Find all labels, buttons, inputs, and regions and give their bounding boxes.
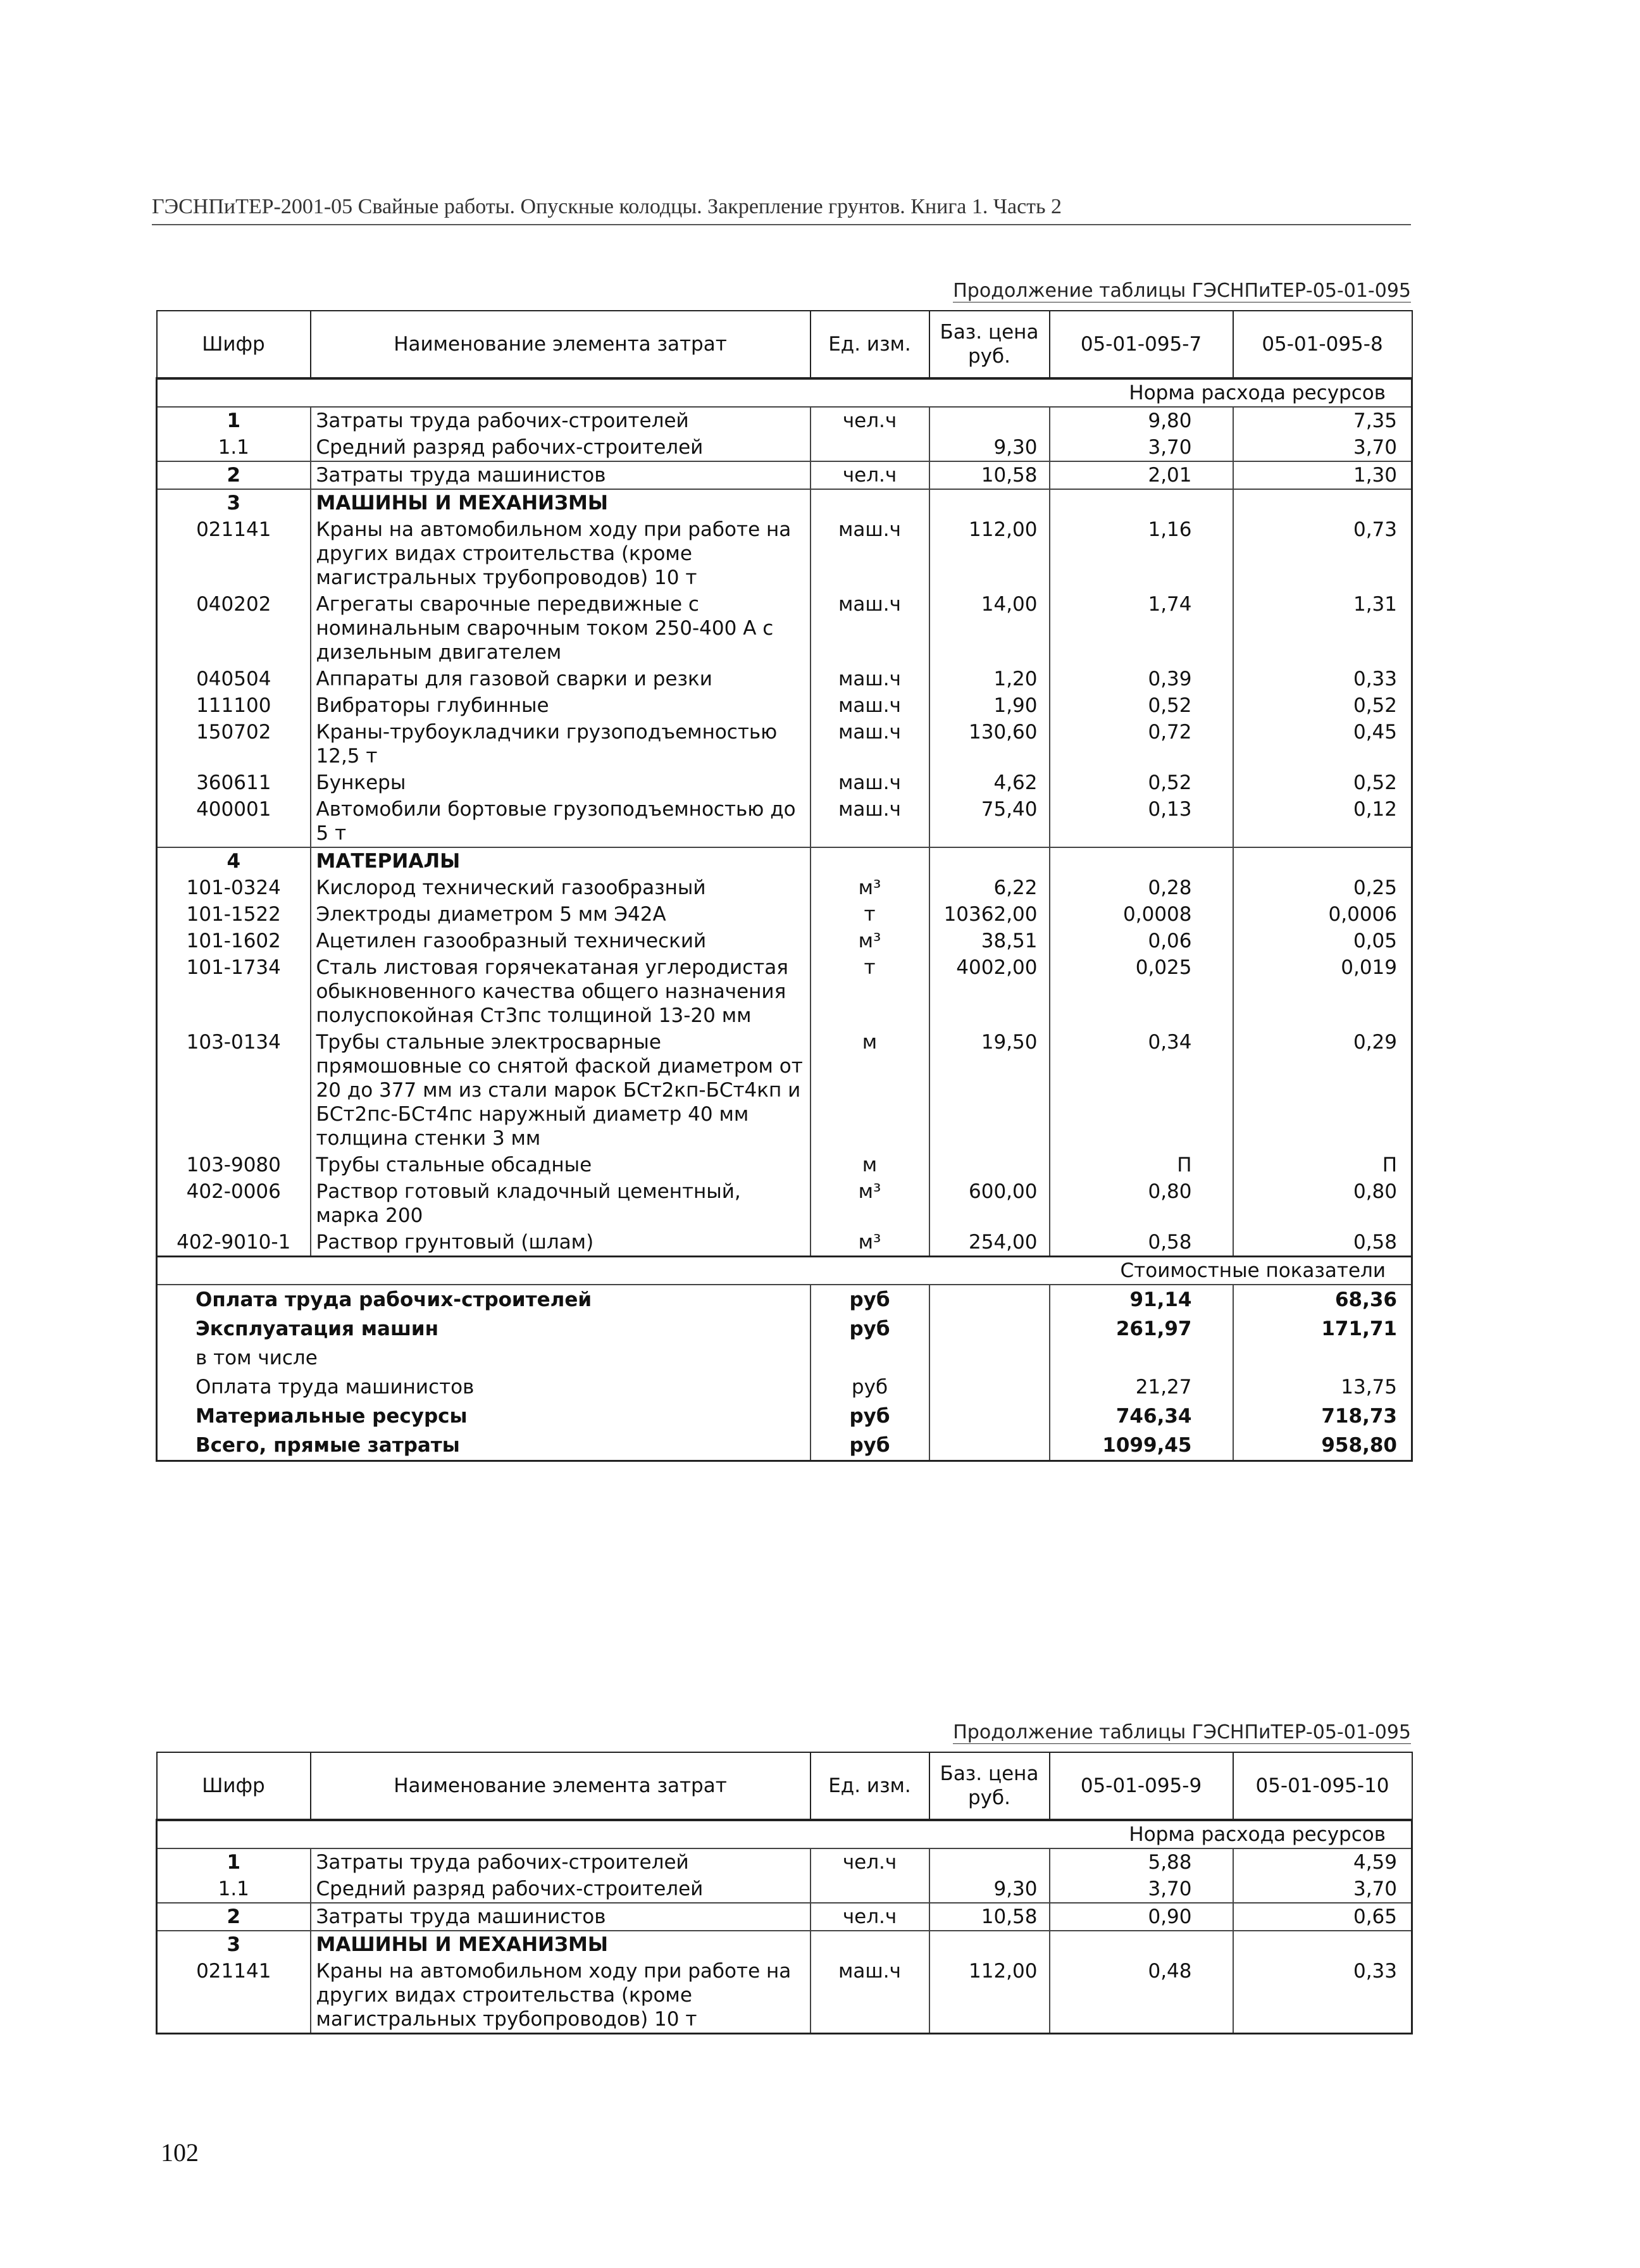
cell-v2: 0,65 xyxy=(1233,1903,1412,1931)
cell-unit: маш.ч xyxy=(811,516,929,591)
table-row xyxy=(157,1876,1412,1903)
cell-unit: чел.ч xyxy=(811,1903,929,1931)
cell-v2: 0,80 xyxy=(1233,1178,1412,1229)
cell-price: 1,90 xyxy=(929,692,1050,719)
col-header-v1: 05-01-095-7 xyxy=(1050,311,1233,378)
cell-v1: 0,34 xyxy=(1050,1029,1233,1152)
cell-code: 021141 xyxy=(157,516,311,591)
cell-price: 10,58 xyxy=(929,461,1050,489)
cell-unit: маш.ч xyxy=(811,770,929,796)
cell-v1: 0,72 xyxy=(1050,719,1233,770)
cell-v1: 0,28 xyxy=(1050,875,1233,901)
cell-code: 360611 xyxy=(157,770,311,796)
cell-name: Трубы стальные электросварные прямошовные со снятой фаской диаметром от 20 до 377 мм из стали марок БСт2кп-БСт4кп и БСт2пс-БСт4пс наружный диаметр 40 мм толщина стенки 3 мм xyxy=(311,1029,811,1152)
cell-code: 1 xyxy=(157,1848,311,1876)
table-row xyxy=(157,796,1412,847)
cell-name: МАШИНЫ И МЕХАНИЗМЫ xyxy=(311,489,811,516)
cell-unit: маш.ч xyxy=(811,692,929,719)
cell-unit: маш.ч xyxy=(811,719,929,770)
cell-v2: 0,52 xyxy=(1233,692,1412,719)
cell-v1: 0,0008 xyxy=(1050,901,1233,928)
cell-v1: 1,16 xyxy=(1050,516,1233,591)
cell-price: 600,00 xyxy=(929,1178,1050,1229)
cell-v2: 3,70 xyxy=(1233,1876,1412,1903)
totals-v1: 21,27 xyxy=(1050,1373,1233,1402)
col-header-v2: 05-01-095-10 xyxy=(1233,1752,1412,1820)
cell-price: 10,58 xyxy=(929,1903,1050,1931)
totals-empty-cell xyxy=(929,1343,1050,1373)
resource-table-1 xyxy=(156,310,1413,1462)
totals-v2: 13,75 xyxy=(1233,1373,1412,1402)
totals-v2 xyxy=(1233,1343,1412,1373)
cell-v2: 0,0006 xyxy=(1233,901,1412,928)
cell-v2: 0,58 xyxy=(1233,1229,1412,1257)
cell-name: Краны-трубоукладчики грузоподъемностью 12,5 т xyxy=(311,719,811,770)
totals-v1: 261,97 xyxy=(1050,1314,1233,1343)
cell-v2: 0,12 xyxy=(1233,796,1412,847)
cell-price: 9,30 xyxy=(929,1876,1050,1903)
cell-name: Сталь листовая горячекатаная углеродистая обыкновенного качества общего назначения полуспокойная Ст3пс толщиной 13-20 мм xyxy=(311,954,811,1029)
table-row xyxy=(157,489,1412,516)
cell-name: Кислород технический газообразный xyxy=(311,875,811,901)
totals-v1: 91,14 xyxy=(1050,1285,1233,1314)
table-row xyxy=(157,847,1412,875)
cell-v2 xyxy=(1233,489,1412,516)
cell-v1: 2,01 xyxy=(1050,461,1233,489)
cell-name: Ацетилен газообразный технический xyxy=(311,928,811,954)
cell-price xyxy=(929,407,1050,434)
cell-name: МАТЕРИАЛЫ xyxy=(311,847,811,875)
cell-code: 400001 xyxy=(157,796,311,847)
cell-v2: 0,52 xyxy=(1233,770,1412,796)
cell-code: 101-1734 xyxy=(157,954,311,1029)
totals-row xyxy=(157,1343,1412,1373)
cell-v1 xyxy=(1050,847,1233,875)
cell-unit: чел.ч xyxy=(811,461,929,489)
cell-v2: 0,45 xyxy=(1233,719,1412,770)
table-row xyxy=(157,719,1412,770)
cell-v1: 0,39 xyxy=(1050,666,1233,692)
cell-unit xyxy=(811,1876,929,1903)
cell-v2 xyxy=(1233,847,1412,875)
cell-v2: П xyxy=(1233,1152,1412,1178)
cell-price: 38,51 xyxy=(929,928,1050,954)
cell-v2: 0,73 xyxy=(1233,516,1412,591)
totals-row xyxy=(157,1373,1412,1402)
cell-name: Агрегаты сварочные передвижные с номинальным сварочным током 250-400 А с дизельным двигателем xyxy=(311,591,811,666)
cell-code: 3 xyxy=(157,489,311,516)
table-row xyxy=(157,1931,1412,1958)
cell-v1: 0,58 xyxy=(1050,1229,1233,1257)
cell-name: Вибраторы глубинные xyxy=(311,692,811,719)
totals-row xyxy=(157,1431,1412,1461)
cell-price xyxy=(929,847,1050,875)
totals-row xyxy=(157,1285,1412,1314)
table-row xyxy=(157,407,1412,434)
table-row xyxy=(157,692,1412,719)
cost-section-row xyxy=(157,1257,1412,1285)
totals-empty-cell xyxy=(929,1314,1050,1343)
cell-unit xyxy=(811,1931,929,1958)
totals-v2: 718,73 xyxy=(1233,1402,1412,1431)
totals-unit: руб xyxy=(811,1431,929,1461)
cell-name: Затраты труда машинистов xyxy=(311,461,811,489)
cell-price xyxy=(929,1152,1050,1178)
table-1-totals xyxy=(157,1285,1412,1461)
table-1-body xyxy=(157,407,1412,1257)
cell-v2: 0,33 xyxy=(1233,666,1412,692)
cell-name: Средний разряд рабочих-строителей xyxy=(311,434,811,461)
cell-unit xyxy=(811,434,929,461)
cell-unit: маш.ч xyxy=(811,591,929,666)
col-header-v2: 05-01-095-8 xyxy=(1233,311,1412,378)
totals-unit: руб xyxy=(811,1314,929,1343)
table-2-body xyxy=(157,1848,1412,2034)
col-header-code: Шифр xyxy=(157,311,311,378)
resource-table-2 xyxy=(156,1752,1413,2034)
cell-price xyxy=(929,1931,1050,1958)
cell-v2: 1,31 xyxy=(1233,591,1412,666)
cell-code: 021141 xyxy=(157,1958,311,2034)
cell-price: 19,50 xyxy=(929,1029,1050,1152)
cell-unit: м xyxy=(811,1029,929,1152)
cell-code: 1.1 xyxy=(157,434,311,461)
col-header-name: Наименование элемента затрат xyxy=(311,1752,811,1820)
section-row xyxy=(157,378,1412,407)
cell-price: 1,20 xyxy=(929,666,1050,692)
cell-price: 9,30 xyxy=(929,434,1050,461)
table-row xyxy=(157,875,1412,901)
table-continuation-label: Продолжение таблицы ГЭСНПиТЕР-05-01-095 xyxy=(953,280,1411,302)
totals-v1: 1099,45 xyxy=(1050,1431,1233,1461)
cell-unit: маш.ч xyxy=(811,666,929,692)
cell-name: Бункеры xyxy=(311,770,811,796)
table-row xyxy=(157,928,1412,954)
totals-empty-cell xyxy=(929,1285,1050,1314)
cell-unit: маш.ч xyxy=(811,796,929,847)
cell-v1 xyxy=(1050,1931,1233,1958)
cell-v1: 0,80 xyxy=(1050,1178,1233,1229)
cell-v1: 0,48 xyxy=(1050,1958,1233,2034)
table-row xyxy=(157,666,1412,692)
cell-price: 6,22 xyxy=(929,875,1050,901)
cell-v1: П xyxy=(1050,1152,1233,1178)
table-row xyxy=(157,1029,1412,1152)
cell-name: Электроды диаметром 5 мм Э42А xyxy=(311,901,811,928)
cell-unit xyxy=(811,847,929,875)
cell-unit: м³ xyxy=(811,875,929,901)
cell-unit: т xyxy=(811,954,929,1029)
cell-v1: 0,52 xyxy=(1050,692,1233,719)
col-header-code: Шифр xyxy=(157,1752,311,1820)
totals-name: Эксплуатация машин xyxy=(157,1314,811,1343)
cell-v2: 0,33 xyxy=(1233,1958,1412,2034)
cell-v1: 0,025 xyxy=(1050,954,1233,1029)
totals-name: Всего, прямые затраты xyxy=(157,1431,811,1461)
totals-row xyxy=(157,1402,1412,1431)
cell-v1: 0,52 xyxy=(1050,770,1233,796)
col-header-v1: 05-01-095-9 xyxy=(1050,1752,1233,1820)
cell-price: 10362,00 xyxy=(929,901,1050,928)
cell-code: 1.1 xyxy=(157,1876,311,1903)
table-row xyxy=(157,461,1412,489)
table-row xyxy=(157,1903,1412,1931)
cell-code: 2 xyxy=(157,1903,311,1931)
col-header-unit: Ед. изм. xyxy=(811,1752,929,1820)
cell-name: Затраты труда машинистов xyxy=(311,1903,811,1931)
cell-v1: 0,13 xyxy=(1050,796,1233,847)
totals-empty-cell xyxy=(929,1373,1050,1402)
cell-code: 1 xyxy=(157,407,311,434)
totals-unit: руб xyxy=(811,1373,929,1402)
cell-price: 4,62 xyxy=(929,770,1050,796)
cell-v1: 3,70 xyxy=(1050,1876,1233,1903)
cell-code: 4 xyxy=(157,847,311,875)
totals-empty-cell xyxy=(929,1402,1050,1431)
totals-v1 xyxy=(1050,1343,1233,1373)
cell-v1: 1,74 xyxy=(1050,591,1233,666)
cell-unit: м³ xyxy=(811,1229,929,1257)
table-row xyxy=(157,434,1412,461)
cell-code: 402-0006 xyxy=(157,1178,311,1229)
table-row xyxy=(157,1229,1412,1257)
table-row xyxy=(157,1848,1412,1876)
cell-code: 3 xyxy=(157,1931,311,1958)
totals-name: Оплата труда рабочих-строителей xyxy=(157,1285,811,1314)
cell-code: 111100 xyxy=(157,692,311,719)
cell-name: Раствор готовый кладочный цементный, марка 200 xyxy=(311,1178,811,1229)
cell-price xyxy=(929,1848,1050,1876)
table-row xyxy=(157,591,1412,666)
page-number: 102 xyxy=(161,2138,199,2167)
cell-code: 103-0134 xyxy=(157,1029,311,1152)
cell-v1: 5,88 xyxy=(1050,1848,1233,1876)
cell-price: 14,00 xyxy=(929,591,1050,666)
cell-v1: 0,06 xyxy=(1050,928,1233,954)
norm-label: Норма расхода ресурсов xyxy=(157,1820,1412,1848)
cell-v2: 1,30 xyxy=(1233,461,1412,489)
running-header: ГЭСНПиТЕР-2001-05 Свайные работы. Опускные колодцы. Закрепление грунтов. Книга 1. Часть 2 xyxy=(152,195,1411,225)
cell-unit: маш.ч xyxy=(811,1958,929,2034)
cell-price: 130,60 xyxy=(929,719,1050,770)
cell-unit: м³ xyxy=(811,1178,929,1229)
totals-v1: 746,34 xyxy=(1050,1402,1233,1431)
cell-name: Затраты труда рабочих-строителей xyxy=(311,1848,811,1876)
cell-v2: 7,35 xyxy=(1233,407,1412,434)
cell-price: 75,40 xyxy=(929,796,1050,847)
table-row xyxy=(157,770,1412,796)
cell-unit: м xyxy=(811,1152,929,1178)
cell-v2: 0,29 xyxy=(1233,1029,1412,1152)
cell-price xyxy=(929,489,1050,516)
table-row xyxy=(157,901,1412,928)
cell-name: Средний разряд рабочих-строителей xyxy=(311,1876,811,1903)
cell-name: Аппараты для газовой сварки и резки xyxy=(311,666,811,692)
col-header-price: Баз. цена руб. xyxy=(929,311,1050,378)
totals-name: Материальные ресурсы xyxy=(157,1402,811,1431)
cell-v2: 0,25 xyxy=(1233,875,1412,901)
cell-v2 xyxy=(1233,1931,1412,1958)
cell-name: МАШИНЫ И МЕХАНИЗМЫ xyxy=(311,1931,811,1958)
cell-code: 101-1602 xyxy=(157,928,311,954)
col-header-name: Наименование элемента затрат xyxy=(311,311,811,378)
cell-price: 254,00 xyxy=(929,1229,1050,1257)
totals-v2: 171,71 xyxy=(1233,1314,1412,1343)
totals-name: в том числе xyxy=(157,1343,811,1373)
cell-name: Автомобили бортовые грузоподъемностью до 5 т xyxy=(311,796,811,847)
cell-v2: 0,05 xyxy=(1233,928,1412,954)
cell-unit: т xyxy=(811,901,929,928)
table-row xyxy=(157,1152,1412,1178)
cell-price: 4002,00 xyxy=(929,954,1050,1029)
cell-price: 112,00 xyxy=(929,516,1050,591)
cell-code: 101-1522 xyxy=(157,901,311,928)
cell-v1 xyxy=(1050,489,1233,516)
cell-code: 402-9010-1 xyxy=(157,1229,311,1257)
cell-code: 040504 xyxy=(157,666,311,692)
cell-code: 2 xyxy=(157,461,311,489)
totals-v2: 68,36 xyxy=(1233,1285,1412,1314)
col-header-price: Баз. цена руб. xyxy=(929,1752,1050,1820)
cell-code: 103-9080 xyxy=(157,1152,311,1178)
cell-name: Краны на автомобильном ходу при работе на других видах строительства (кроме магистральных трубопроводов) 10 т xyxy=(311,516,811,591)
norm-label: Норма расхода ресурсов xyxy=(157,378,1412,407)
col-header-unit: Ед. изм. xyxy=(811,311,929,378)
cell-v1: 9,80 xyxy=(1050,407,1233,434)
totals-unit: руб xyxy=(811,1402,929,1431)
totals-empty-cell xyxy=(929,1431,1050,1461)
table-header-row xyxy=(157,1752,1412,1820)
cell-code: 101-0324 xyxy=(157,875,311,901)
cell-unit: м³ xyxy=(811,928,929,954)
cell-v1: 3,70 xyxy=(1050,434,1233,461)
table-row xyxy=(157,1178,1412,1229)
cell-unit xyxy=(811,489,929,516)
table-continuation-label: Продолжение таблицы ГЭСНПиТЕР-05-01-095 xyxy=(953,1721,1411,1743)
table-row xyxy=(157,516,1412,591)
cell-unit: чел.ч xyxy=(811,1848,929,1876)
totals-v2: 958,80 xyxy=(1233,1431,1412,1461)
section-row xyxy=(157,1820,1412,1848)
cell-code: 150702 xyxy=(157,719,311,770)
cell-price: 112,00 xyxy=(929,1958,1050,2034)
totals-name: Оплата труда машинистов xyxy=(157,1373,811,1402)
cell-name: Раствор грунтовый (шлам) xyxy=(311,1229,811,1257)
table-row xyxy=(157,954,1412,1029)
totals-unit xyxy=(811,1343,929,1373)
cost-label: Стоимостные показатели xyxy=(157,1257,1412,1285)
cell-v2: 0,019 xyxy=(1233,954,1412,1029)
cell-v2: 3,70 xyxy=(1233,434,1412,461)
cell-code: 040202 xyxy=(157,591,311,666)
cell-unit: чел.ч xyxy=(811,407,929,434)
cell-v2: 4,59 xyxy=(1233,1848,1412,1876)
cell-name: Краны на автомобильном ходу при работе на других видах строительства (кроме магистральных трубопроводов) 10 т xyxy=(311,1958,811,2034)
table-header-row xyxy=(157,311,1412,378)
totals-unit: руб xyxy=(811,1285,929,1314)
table-row xyxy=(157,1958,1412,2034)
cell-v1: 0,90 xyxy=(1050,1903,1233,1931)
cell-name: Трубы стальные обсадные xyxy=(311,1152,811,1178)
cell-name: Затраты труда рабочих-строителей xyxy=(311,407,811,434)
totals-row xyxy=(157,1314,1412,1343)
